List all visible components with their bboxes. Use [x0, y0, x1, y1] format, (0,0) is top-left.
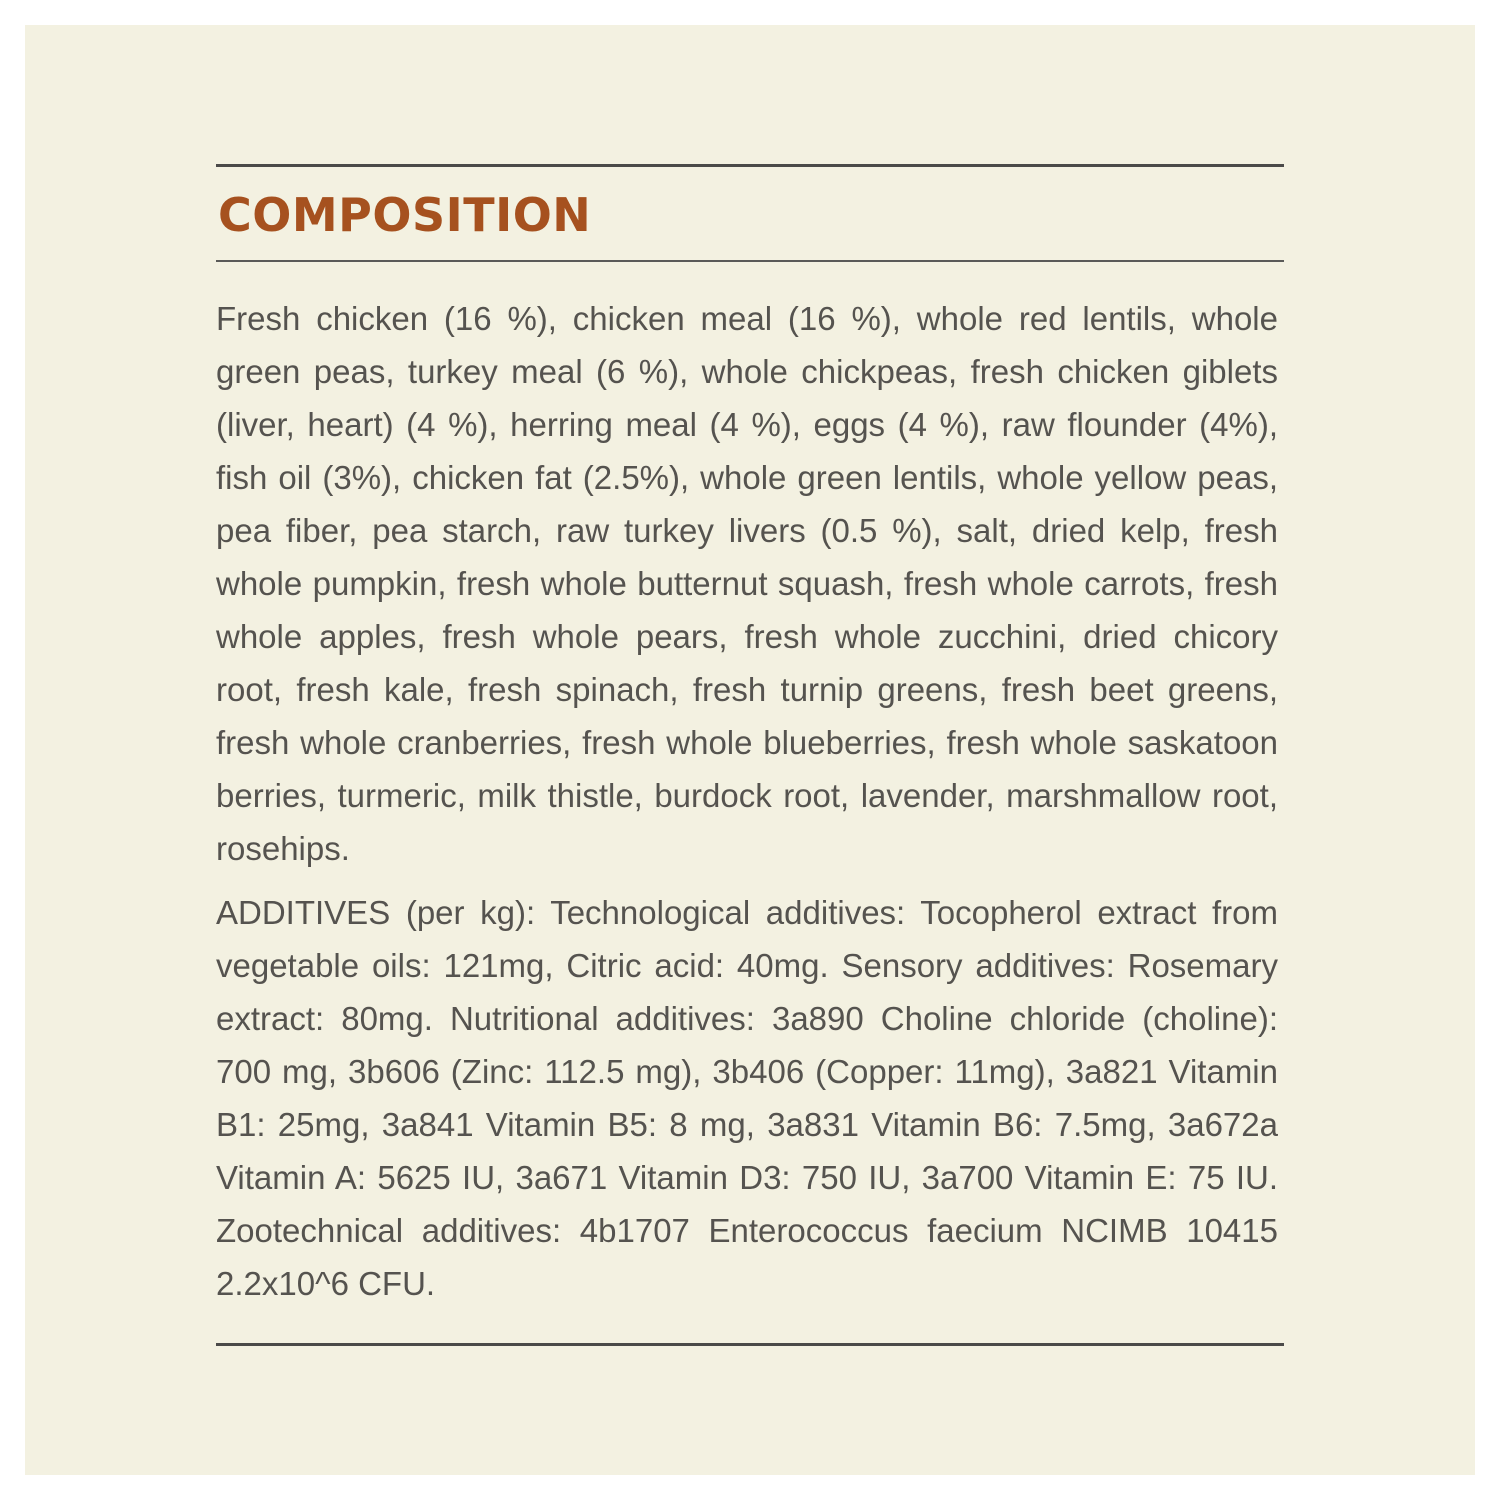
top-divider	[216, 164, 1284, 167]
ingredients-paragraph: Fresh chicken (16 %), chicken meal (16 %), whole red lentils, whole green peas, turkey meal (6 %), whole chickpeas, fresh chicken giblets (liver, heart) (4 %), herring meal (4 %), eggs (4 %), raw flounder (4%), fish oil (3%), chicken fat (2.5%), whole green lentils, whole yellow peas, pea fiber, pea starch, raw turkey livers (0.5 %), salt, dried kelp, fresh whole pumpkin, fresh whole butternut squash, fresh whole carrots, fresh whole apples, fresh whole pears, fresh whole zucchini, dried chicory root, fresh kale, fresh spinach, fresh turnip greens, fresh beet greens, fresh whole cranberries, fresh whole blueberries, fresh whole saskatoon berries, turmeric, milk thistle, burdock root, lavender, marshmallow root, rosehips.	[216, 300, 1278, 867]
section-title: COMPOSITION	[218, 188, 592, 242]
title-divider	[216, 260, 1284, 262]
additives-paragraph: ADDITIVES (per kg): Technological additives: Tocopherol extract from vegetable oils: 121mg, Citric acid: 40mg. Sensory additives: Rosemary extract: 80mg. Nutritional additives: 3a890 Choline chloride (choline): 700 mg, 3b606 (Zinc: 112.5 mg), 3b406 (Copper: 11mg), 3a821 Vitamin B1: 25mg, 3a841 Vitamin B5: 8 mg, 3a831 Vitamin B6: 7.5mg, 3a672a Vitamin A: 5625 IU, 3a671 Vitamin D3: 750 IU, 3a700 Vitamin E: 75 IU. Zootechnical additives: 4b1707 Enterococcus faecium NCIMB 10415 2.2x10^6 CFU.	[216, 894, 1278, 1302]
composition-section	[216, 164, 1284, 1346]
composition-panel	[25, 25, 1475, 1475]
bottom-divider	[216, 1343, 1284, 1346]
